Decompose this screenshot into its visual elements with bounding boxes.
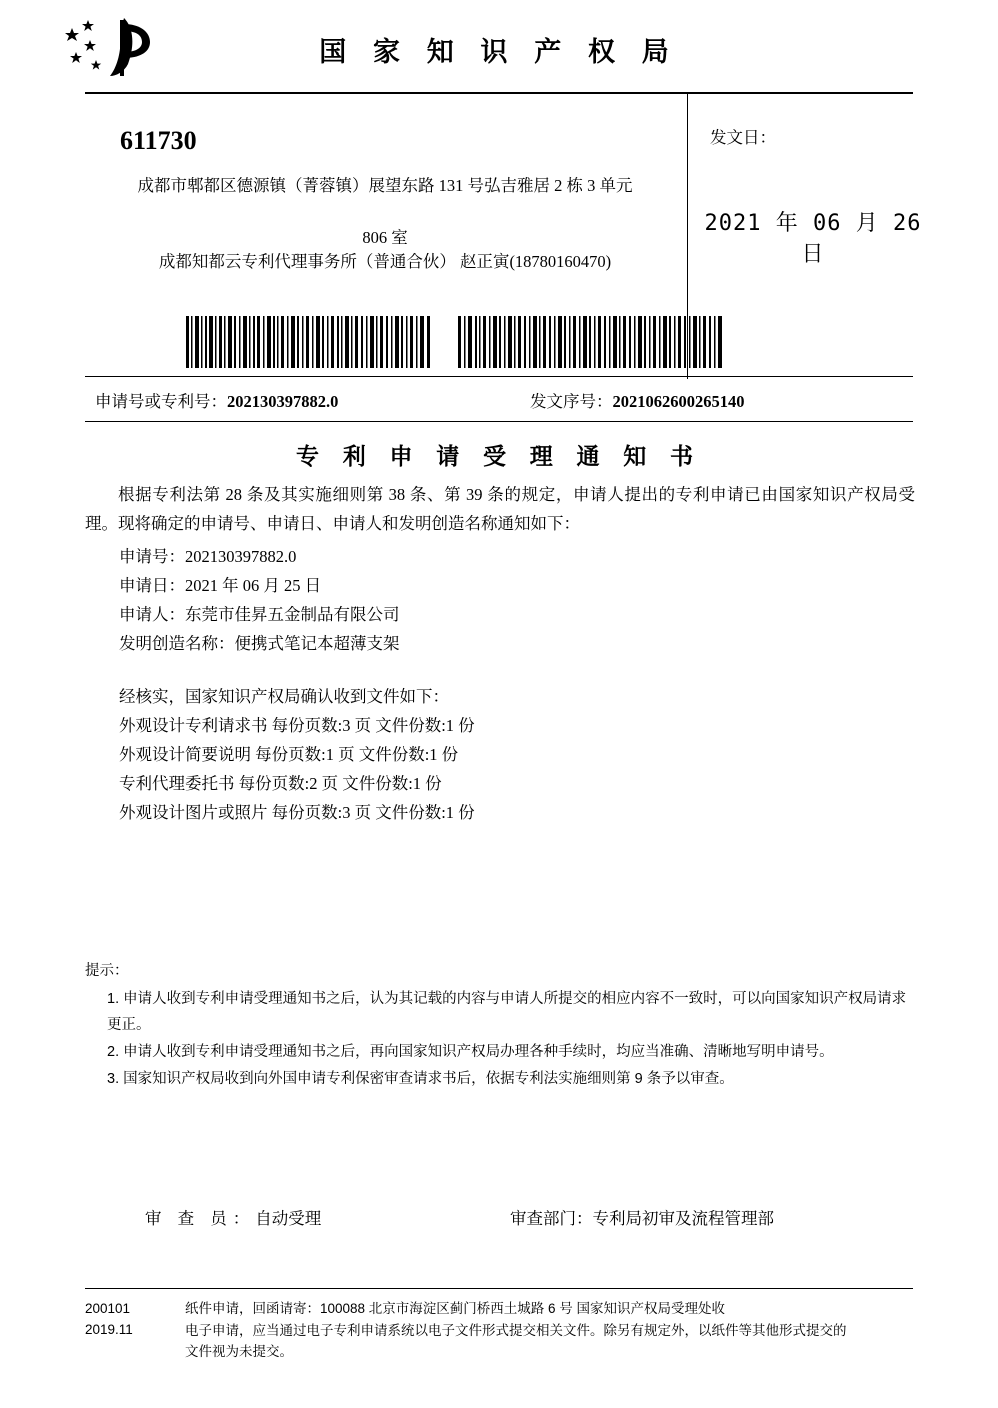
field-invention-name: 发明创造名称：便携式笔记本超薄支架	[119, 634, 400, 653]
note-item: 3. 国家知识产权局收到向外国申请专利保密审查请求书后，依据专利法实施细则第 9 条予以审查。	[107, 1071, 734, 1087]
application-fields	[85, 542, 915, 658]
dispatch-number	[530, 388, 745, 412]
serial-number: 611730	[120, 126, 197, 155]
body-paragraph: 根据专利法第 28 条及其实施细则第 38 条、第 39 条的规定，申请人提出的专利申请已由国家知识产权局受理。现将确定的申请号、申请日、申请人和发明创造名称通知如下：	[85, 485, 915, 533]
department-value: 专利局初审及流程管理部	[592, 1209, 774, 1228]
page-title: 国 家 知 识 产 权 局	[319, 37, 679, 67]
barcode-application-number	[186, 316, 431, 368]
examiner-value: 自动受理	[255, 1209, 322, 1228]
addressee-room: 806 室	[362, 228, 408, 247]
document-header	[0, 0, 998, 92]
footer-divider	[85, 1288, 913, 1289]
note-item: 2. 申请人收到专利申请受理通知书之后，再向国家知识产权局办理各种手续时，均应当准确、清晰地写明申请号。	[107, 1044, 834, 1060]
dispatch-date-value: 2021 年 06 月 26 日	[704, 211, 922, 267]
received-document-item: 外观设计图片或照片 每份页数:3 页 文件份数:1 份	[119, 803, 475, 822]
numbers-row	[85, 382, 913, 422]
dispatch-number-label: 发文序号：	[530, 392, 613, 411]
application-number-label: 申请号或专利号：	[95, 392, 227, 411]
barcode-dispatch-number	[458, 316, 723, 368]
received-document-item: 专利代理委托书 每份页数:2 页 文件份数:1 份	[119, 774, 442, 793]
application-number	[95, 388, 338, 412]
received-document-item: 外观设计简要说明 每份页数:1 页 文件份数:1 份	[119, 745, 459, 764]
addressee-agency: 成都知都云专利代理事务所（普通合伙） 赵正寅(18780160470)	[158, 252, 612, 271]
department-label: 审查部门：	[510, 1209, 593, 1228]
examiner-label: 审 查 员：	[145, 1209, 256, 1228]
document-title: 专 利 申 请 受 理 通 知 书	[296, 444, 702, 469]
application-number-value: 202130397882.0	[227, 392, 339, 411]
footer-line-electronic-cont: 文件视为未提交。	[185, 1344, 293, 1359]
examiner-field	[145, 1205, 321, 1229]
field-applicant: 申请人：东莞市佳昇五金制品有限公司	[119, 605, 400, 624]
dispatch-date-label: 发文日：	[710, 128, 776, 147]
received-document-item: 外观设计专利请求书 每份页数:3 页 文件份数:1 份	[119, 716, 475, 735]
department-field	[510, 1205, 774, 1229]
addressee-address-line1: 成都市郫都区德源镇（菁蓉镇）展望东路 131 号弘吉雅居 2 栋 3 单元	[137, 176, 633, 195]
field-application-number: 申请号：202130397882.0	[119, 547, 297, 566]
dispatch-number-value: 2021062600265140	[612, 392, 745, 411]
footer-text	[185, 1298, 925, 1362]
notes-section	[85, 958, 917, 1093]
body-spacer	[85, 658, 915, 680]
document-body	[85, 480, 915, 827]
footer-version-date: 2019.11	[85, 1322, 133, 1337]
note-item: 1. 申请人收到专利申请受理通知书之后，认为其记载的内容与申请人所提交的相应内容不一致时，可以向国家知识产权局请求更正。	[107, 991, 907, 1033]
addressee-address-line2	[105, 226, 665, 274]
footer-line-paper: 纸件申请，回函请寄：100088 北京市海淀区蓟门桥西土城路 6 号 国家知识产权局受理处收	[185, 1301, 726, 1316]
notes-heading: 提示：	[85, 963, 129, 979]
received-documents-heading: 经核实，国家知识产权局确认收到文件如下：	[119, 687, 449, 706]
footer-line-electronic: 电子申请，应当通过电子专利申请系统以电子文件形式提交相关文件。除另有规定外，以纸件等其他形式提交的	[185, 1323, 847, 1338]
field-application-date: 申请日：2021 年 06 月 25 日	[119, 576, 322, 595]
footer-form-code: 200101	[85, 1301, 131, 1316]
received-documents	[85, 682, 915, 827]
notes-list	[85, 986, 917, 1092]
footer-codes	[85, 1298, 175, 1340]
